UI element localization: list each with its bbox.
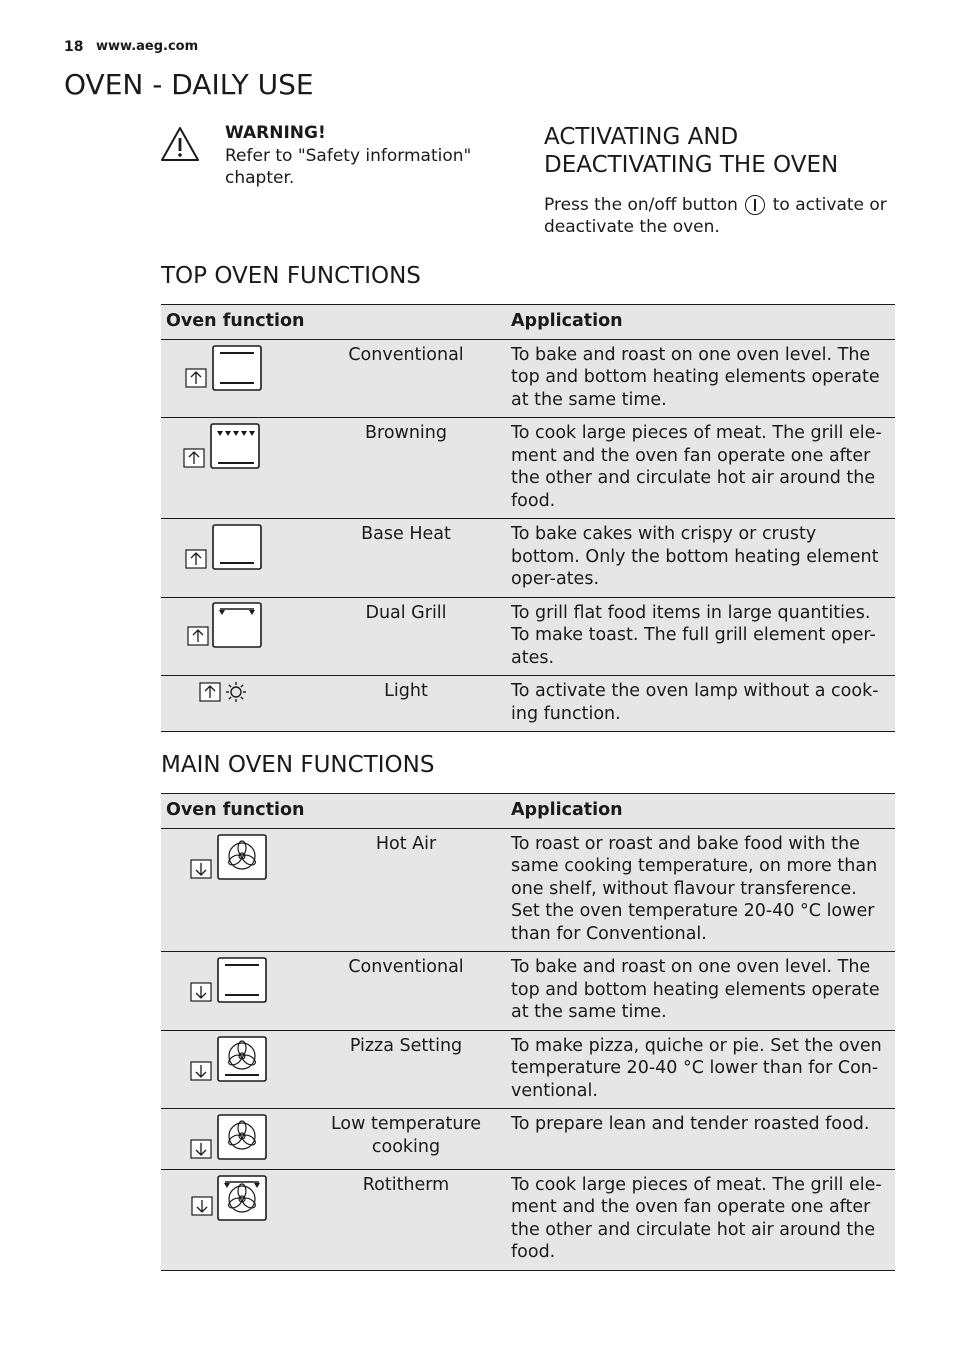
table-row	[161, 952, 895, 1031]
table-row	[161, 418, 895, 519]
on-off-button-icon	[745, 195, 765, 215]
table-row	[161, 519, 895, 598]
function-name: Base Heat	[306, 519, 506, 598]
function-name: Browning	[306, 418, 506, 519]
function-name: Conventional	[306, 952, 506, 1031]
table-row	[161, 828, 895, 952]
activating-text: Press the on/off button to activate or deactivate the oven.	[544, 195, 887, 237]
function-name: Conventional	[306, 339, 506, 418]
table-row	[161, 339, 895, 418]
function-application: To activate the oven lamp without a cook-ing function.	[506, 676, 895, 732]
function-application: To grill flat food items in large quantities. To make toast. The full grill element oper-ates.	[506, 597, 895, 676]
page-title: OVEN - DAILY USE	[64, 68, 314, 101]
table-row	[161, 676, 895, 732]
warning-icon	[160, 126, 200, 162]
function-name: Light	[306, 676, 506, 732]
function-application: To prepare lean and tender roasted food.	[506, 1109, 895, 1170]
column-header-application: Application	[506, 794, 895, 829]
light-icon	[176, 679, 286, 705]
pizza-setting-icon	[176, 1034, 286, 1084]
activating-section-title: ACTIVATING AND DEACTIVATING THE OVEN	[544, 124, 839, 178]
page-number: 18	[64, 39, 84, 55]
function-application: To cook large pieces of meat. The grill ele-ment and the oven fan operate one after the other and circulate hot air around the food.	[506, 1169, 895, 1270]
dual-grill-icon	[176, 601, 286, 651]
top-oven-functions-title: TOP OVEN FUNCTIONS	[161, 263, 421, 289]
function-application: To cook large pieces of meat. The grill ele-ment and the oven fan operate one after the other and circulate hot air around the food.	[506, 418, 895, 519]
function-application: To bake and roast on one oven level. The top and bottom heating elements operate at the same time.	[506, 339, 895, 418]
hot-air-icon	[176, 832, 286, 882]
main-oven-functions-title: MAIN OVEN FUNCTIONS	[161, 752, 435, 778]
function-name: Low temperature cooking	[306, 1109, 506, 1170]
warning-title: WARNING!	[225, 123, 326, 143]
top-oven-functions-table	[161, 304, 895, 732]
function-name: Hot Air	[306, 828, 506, 952]
function-application: To bake and roast on one oven level. The top and bottom heating elements operate at the same time.	[506, 952, 895, 1031]
function-name: Pizza Setting	[306, 1030, 506, 1109]
website-link[interactable]: www.aeg.com	[96, 39, 199, 54]
rotitherm-icon	[176, 1173, 286, 1223]
low-temperature-cooking-icon	[176, 1112, 286, 1162]
column-header-application: Application	[506, 305, 895, 340]
base-heat-icon	[176, 522, 286, 572]
function-application: To roast or roast and bake food with the same cooking temperature, on more than one shelf, without flavour transference. Set the oven temperature 20-40 °C lower than for Conventional.	[506, 828, 895, 952]
main-oven-functions-table	[161, 793, 895, 1271]
function-application: To make pizza, quiche or pie. Set the oven temperature 20-40 °C lower than for Con-ventional.	[506, 1030, 895, 1109]
column-header-oven-function: Oven function	[161, 305, 506, 340]
warning-text: Refer to "Safety information" chapter.	[225, 146, 472, 188]
table-row	[161, 1109, 895, 1170]
column-header-oven-function: Oven function	[161, 794, 506, 829]
table-row	[161, 1030, 895, 1109]
conventional-icon	[176, 955, 286, 1005]
table-row	[161, 597, 895, 676]
table-row	[161, 1169, 895, 1270]
conventional-icon	[176, 343, 286, 393]
function-name: Dual Grill	[306, 597, 506, 676]
function-application: To bake cakes with crispy or crusty bottom. Only the bottom heating element oper-ates.	[506, 519, 895, 598]
browning-icon	[176, 421, 286, 471]
function-name: Rotitherm	[306, 1169, 506, 1270]
